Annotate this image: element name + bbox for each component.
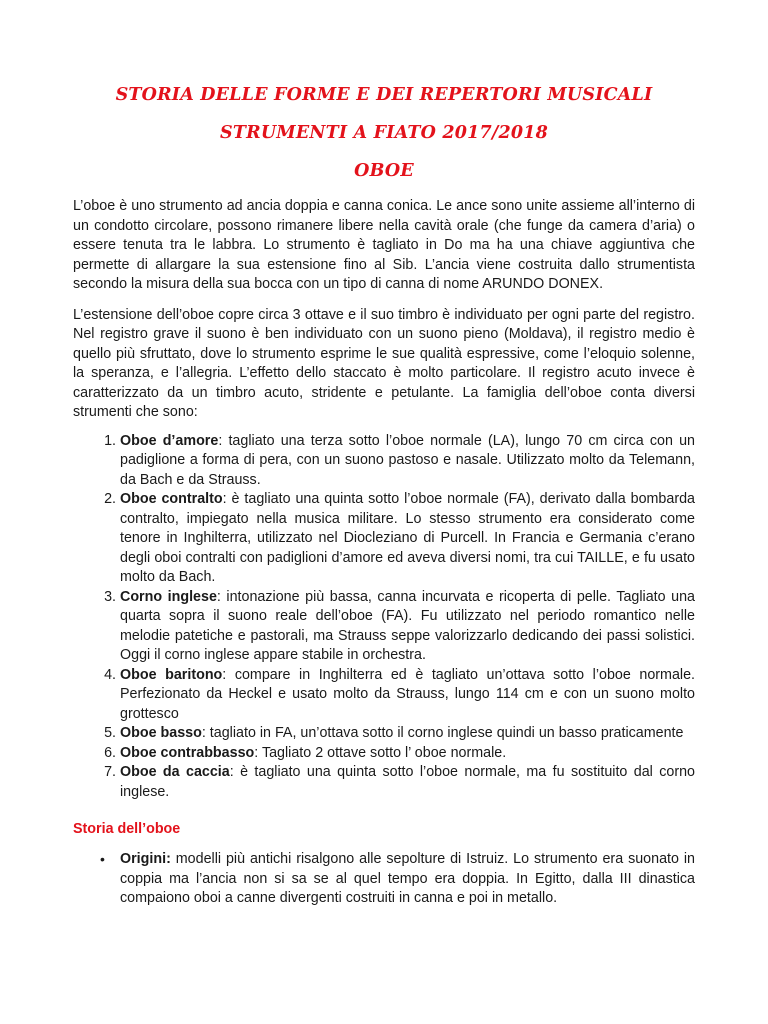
list-item — [120, 724, 695, 744]
list-item-name: Oboe contralto — [120, 491, 223, 507]
range-paragraph: L’estensione dell’oboe copre circa 3 ottave e il suo timbro è individuato per ogni parte del registro. Nel registro grave il suono è ben individuato con un suono pieno (Moldava), il registro medio è quello più sfruttato, dove lo strumento esprime le sue qualità espressive, come l’eloquio solenne, la speranza, e l’allegria. L’effetto dello staccato è molto particolare. Il registro acuto invece è caratterizzato da un timbro acuto, stridente e petulante. La famiglia dell’oboe conta diversi strumenti che sono: — [73, 306, 695, 420]
list-item — [120, 666, 695, 725]
list-item — [120, 588, 695, 666]
list-item-text: : tagliato in FA, un’ottava sotto il corno inglese quindi un basso praticamente — [201, 725, 684, 741]
list-item — [120, 763, 695, 802]
list-item-name: Oboe d’amore — [120, 432, 219, 449]
list-item — [120, 490, 695, 588]
list-item — [100, 850, 695, 909]
bullet-icon: • — [100, 851, 105, 867]
list-item-text: : compare in Inghilterra ed è tagliato un’ottava sotto l’oboe normale. Perfezionato da Heckel e usato molto da Strauss, lungo 114 cm e con un suono molto grottesco — [120, 666, 695, 722]
document-subtitle: STRUMENTI A FIATO 2017/2018 — [220, 123, 548, 143]
list-item-name: Oboe da caccia — [120, 764, 230, 780]
list-item — [120, 744, 695, 764]
list-item-name: Oboe contrabbasso — [120, 744, 255, 761]
list-item-text: : intonazione più bassa, canna incurvata e ricoperta di pelle. Tagliato una quarta sopra il suono reale dell’oboe (FA). Fu utilizzato nel periodo romantico nelle melodie patetiche e pastorali, ma Strauss seppe valorizzarlo dedicando dei passi solistici. Oggi il corno inglese appare stabile in orchestra. — [120, 588, 695, 663]
intro-paragraph: L’oboe è uno strumento ad ancia doppia e canna conica. Le ance sono unite assieme all’interno di un condotto circolare, possono rimanere libere nella cavità orale (che funge da camera d’aria) o essere tenuta tra le labbra. Lo strumento è tagliato in Do ma ha una chiave aggiuntiva che permette di allargare la sua estensione fino al Sib. L’ancia viene costruita dallo strumentista secondo la misura della sua bocca con un tipo di canna di nome ARUNDO DONEX. — [73, 198, 695, 292]
list-item-name: Corno inglese — [120, 588, 217, 605]
list-item-text: : è tagliato una quinta sotto l’oboe normale, ma fu sostituito dal corno inglese. — [120, 764, 695, 800]
list-item-text: : è tagliato una quinta sotto l’oboe normale (FA), derivato dalla bombarda contralto, impiegato nella musica militare. Lo stesso strumento era considerato come tenore in Inghilterra, utilizzato nel Diocleziano di Purcell. In Francia e Germania c’erano degli oboi contralti con padiglioni d’amore ed aveva diversi nomi, tra cui TAILLE, e fu usato molto da Bach. — [120, 491, 695, 585]
history-heading: Storia dell’oboe — [73, 821, 181, 837]
list-item-name: Oboe basso — [120, 725, 202, 741]
list-item-name: Oboe baritono — [120, 666, 223, 683]
list-item — [120, 432, 695, 491]
document-topic-title: OBOE — [354, 161, 414, 181]
oboe-family-list — [73, 432, 695, 803]
list-item-text: modelli più antichi risalgono alle sepolture di Istruiz. Lo strumento era suonato in coppia ma l’ancia non si sa se al quel tempo era doppia. In Egitto, dalla III dinastica compaiono oboi a canne divergenti costruiti in canna e poi in metallo. — [120, 851, 695, 906]
history-list — [73, 850, 695, 909]
document-title: STORIA DELLE FORME E DEI REPERTORI MUSICALI — [115, 85, 653, 105]
list-item-text: : Tagliato 2 ottave sotto l’ oboe normale. — [254, 744, 507, 761]
list-item-text: : tagliato una terza sotto l’oboe normale (LA), lungo 70 cm circa con un padiglione a forma di pera, con un suono pastoso e nasale. Utilizzato molto da Telemann, da Bach e da Strauss. — [120, 432, 695, 488]
list-item-name: Origini: — [120, 851, 171, 867]
